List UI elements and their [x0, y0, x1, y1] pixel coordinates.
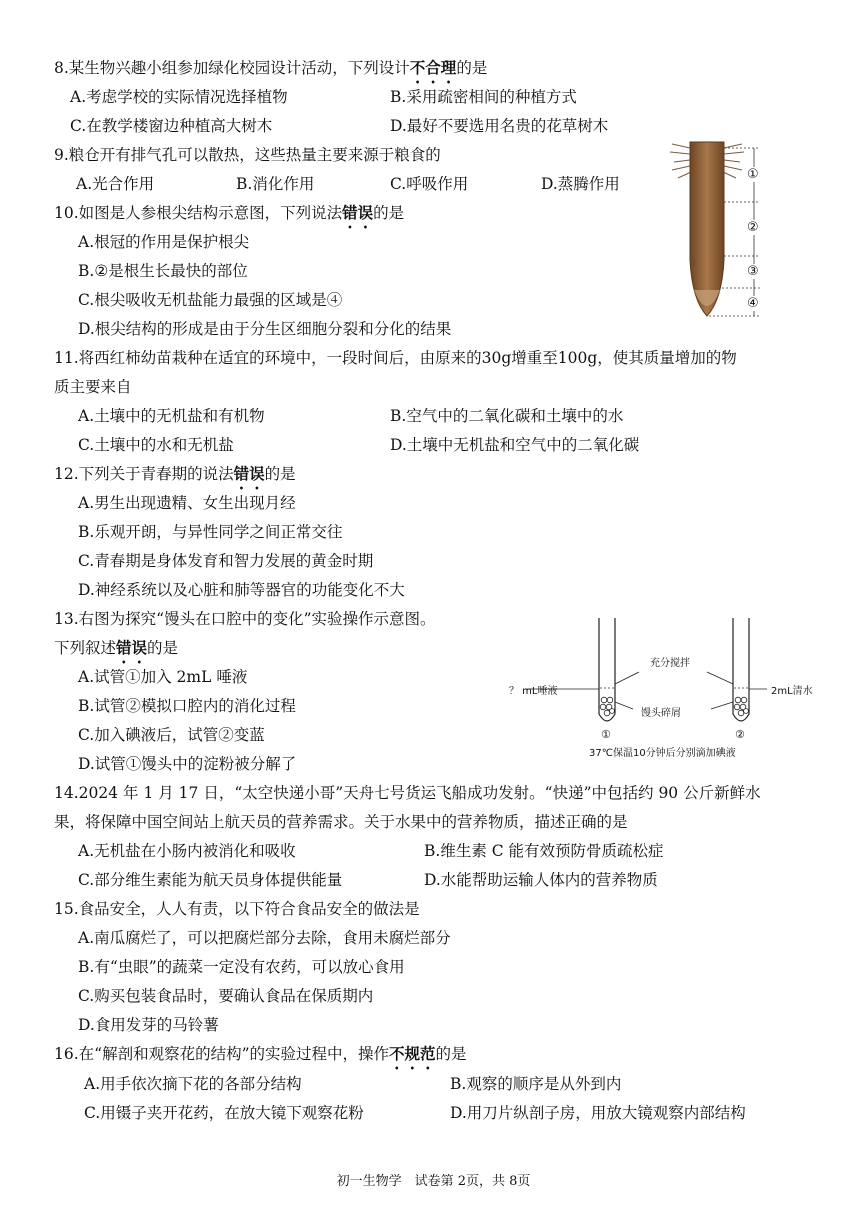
q14-option-b: B.维生素 C 能有效预防骨质疏松症	[424, 842, 664, 860]
root-label-2: ②	[747, 220, 759, 235]
q16-option-a: A.用手依次摘下花的各部分结构	[84, 1075, 302, 1093]
q11-stem-line1: 11.将西红柿幼苗栽种在适宜的环境中，一段时间后，由原来的30g增重至100g，使其质量增加的物	[54, 349, 737, 367]
q11-stem-line2: 质主要来自	[54, 378, 132, 396]
q10-option-d: D.根尖结构的形成是由于分生区细胞分裂和分化的结果	[78, 320, 452, 338]
tube-2-label: ②	[735, 728, 745, 741]
root-label-4: ④	[747, 296, 759, 311]
q12-option-c: C.青春期是身体发育和智力发展的黄金时期	[78, 552, 374, 570]
saliva-label: ？ mL唾液	[509, 686, 558, 697]
q16-option-b: B.观察的顺序是从外到内	[450, 1075, 622, 1093]
q16-stem: 16.在“解剖和观察花的结构”的实验过程中，操作不规范的是	[54, 1044, 467, 1063]
q15-option-d: D.食用发芽的马铃薯	[78, 1016, 219, 1034]
q11-option-c: C.土壤中的水和无机盐	[78, 436, 234, 454]
fig-caption: 37℃保温10分钟后分别滴加碘液	[589, 748, 736, 759]
q10-option-c: C.根尖吸收无机盐能力最强的区域是④	[78, 291, 343, 309]
q8-option-a: A.考虑学校的实际情况选择植物	[70, 88, 288, 106]
water-label: 2mL清水	[771, 686, 813, 697]
root-tip-figure	[664, 140, 774, 322]
q13-stem-line2: 下列叙述错误的是	[54, 638, 179, 657]
stir-label: 充分搅拌	[650, 658, 690, 669]
q8-stem: 8.某生物兴趣小组参加绿化校园设计活动，下列设计不合理的是	[54, 58, 488, 77]
q10-option-b: B.②是根生长最快的部位	[78, 262, 248, 280]
root-label-3: ③	[747, 264, 759, 279]
q16-option-c: C.用镊子夹开花药，在放大镜下观察花粉	[84, 1104, 364, 1122]
q14-stem-line1: 14.2024 年 1 月 17 日，“太空快递小哥”天舟七号货运飞船成功发射。“快递”中包括约 90 公斤新鲜水	[54, 784, 761, 802]
q10-option-a: A.根冠的作用是保护根尖	[78, 233, 250, 251]
q12-stem: 12.下列关于青春期的说法错误的是	[54, 464, 296, 483]
q8-option-d: D.最好不要选用名贵的花草树木	[390, 117, 609, 135]
q12-option-d: D.神经系统以及心脏和肺等器官的功能变化不大	[78, 581, 405, 599]
test-tube-figure	[505, 614, 825, 764]
q12-option-b: B.乐观开朗，与异性同学之间正常交往	[78, 523, 343, 541]
q14-option-a: A.无机盐在小肠内被消化和吸收	[78, 842, 296, 860]
q15-option-a: A.南瓜腐烂了，可以把腐烂部分去除，食用未腐烂部分	[78, 929, 451, 947]
q14-option-c: C.部分维生素能为航天员身体提供能量	[78, 871, 343, 889]
bread-label: 馒头碎屑	[641, 708, 681, 719]
q13-option-c: C.加入碘液后，试管②变蓝	[78, 726, 265, 744]
q15-option-c: C.购买包装食品时，要确认食品在保质期内	[78, 987, 374, 1005]
q14-option-d: D.水能帮助运输人体内的营养物质	[424, 871, 658, 889]
q13-option-b: B.试管②模拟口腔内的消化过程	[78, 697, 296, 715]
tube-1-label: ①	[601, 728, 611, 741]
q9-option-d: D.蒸腾作用	[541, 175, 620, 193]
q9-option-c: C.呼吸作用	[390, 175, 469, 193]
q15-stem: 15.食品安全，人人有责，以下符合食品安全的做法是	[54, 900, 420, 918]
q14-stem-line2: 果，将保障中国空间站上航天员的营养需求。关于水果中的营养物质，描述正确的是	[54, 813, 628, 831]
q8-option-c: C.在教学楼窗边种植高大树木	[70, 117, 273, 135]
q9-option-a: A.光合作用	[76, 175, 155, 193]
page-footer: 初一生物学 试卷第 2页，共 8页	[336, 1174, 531, 1189]
q12-option-a: A.男生出现遗精、女生出现月经	[78, 494, 296, 512]
q11-option-a: A.土壤中的无机盐和有机物	[78, 407, 265, 425]
root-label-1: ①	[747, 167, 759, 182]
q11-option-d: D.土壤中无机盐和空气中的二氧化碳	[390, 436, 640, 454]
q10-stem: 10.如图是人参根尖结构示意图，下列说法错误的是	[54, 203, 405, 222]
q9-stem: 9.粮仓开有排气孔可以散热，这些热量主要来源于粮食的	[54, 146, 441, 164]
q11-option-b: B.空气中的二氧化碳和土壤中的水	[390, 407, 624, 425]
q16-option-d: D.用刀片纵剖子房，用放大镜观察内部结构	[450, 1104, 746, 1122]
q15-option-b: B.有“虫眼”的蔬菜一定没有农药，可以放心食用	[78, 958, 405, 976]
q13-option-d: D.试管①馒头中的淀粉被分解了	[78, 755, 297, 773]
q8-option-b: B.采用疏密相间的种植方式	[390, 88, 577, 106]
q9-option-b: B.消化作用	[236, 175, 315, 193]
q13-stem-line1: 13.右图为探究“馒头在口腔中的变化”实验操作示意图。	[54, 610, 436, 628]
q13-option-a: A.试管①加入 2mL 唾液	[78, 668, 248, 686]
